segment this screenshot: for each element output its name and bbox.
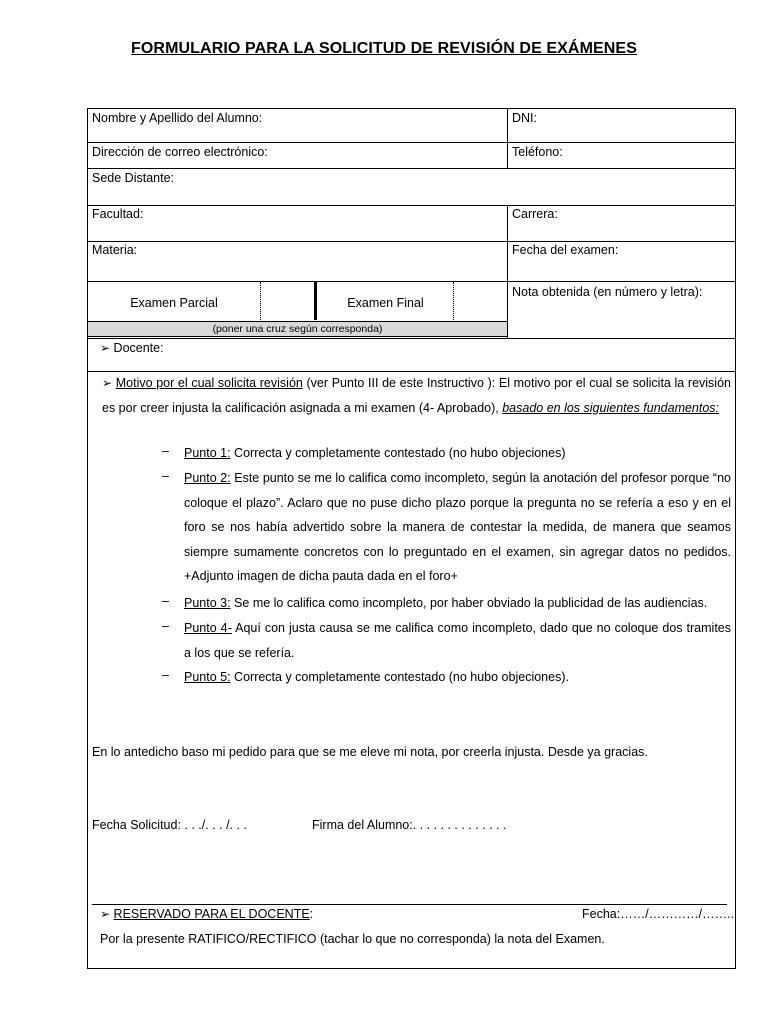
examen-divider	[314, 282, 317, 320]
telefono-label[interactable]: Teléfono:	[512, 145, 563, 159]
bullet-dash: –	[162, 594, 169, 608]
column-divider-bottom	[507, 206, 508, 339]
cruz-note: (poner una cruz según corresponda)	[88, 321, 507, 337]
docente-text: Docente:	[113, 341, 164, 355]
examen-parcial-checkbox[interactable]	[260, 282, 261, 320]
motivo-fundamentos: basado en los siguientes fundamentos:	[502, 400, 720, 415]
punto-3	[184, 591, 731, 616]
nombre-label[interactable]: Nombre y Apellido del Alumno:	[92, 111, 263, 125]
punto-2	[184, 466, 731, 589]
fecha-solicitud[interactable]: Fecha Solicitud: . . ./. . . /. . .	[92, 818, 247, 832]
reservado-label	[100, 907, 313, 921]
punto-4-label: Punto 4-	[184, 621, 232, 635]
reservado-text: RESERVADO PARA EL DOCENTE	[113, 907, 310, 921]
closing-text: En lo antedicho baso mi pedido para que se me eleve mi nota, por creerla injusta. Desde ya gracias.	[92, 745, 648, 759]
carrera-label[interactable]: Carrera:	[512, 207, 558, 221]
bullet-dash: –	[162, 444, 169, 458]
reserved-separator	[92, 904, 727, 905]
examen-final-label: Examen Final	[347, 296, 424, 310]
punto-3-text: Se me lo califica como incompleto, por haber obviado la publicidad de las audiencias.	[230, 596, 708, 610]
revision-form	[87, 108, 736, 969]
reservado-text-line: Por la presente RATIFICO/RECTIFICO (tachar lo que no corresponda) la nota del Examen.	[100, 932, 605, 946]
punto-4	[184, 616, 731, 665]
punto-1-text: Correcta y completamente contestado (no hubo objeciones)	[230, 446, 566, 460]
punto-1	[184, 441, 731, 466]
fecha-examen-label[interactable]: Fecha del examen:	[512, 243, 619, 257]
row-facultad	[88, 206, 735, 242]
punto-5-label: Punto 5:	[184, 670, 231, 684]
row-materia	[88, 242, 735, 282]
docente-label[interactable]	[100, 341, 164, 355]
punto-5-text: Correcta y completamente contestado (no hubo objeciones).	[230, 670, 569, 684]
punto-4-text: Aquí con justa causa se me califica como incompleto, dado que no coloque dos tramites a los que se refería.	[184, 621, 731, 660]
nota-label[interactable]: Nota obtenida (en número y letra):	[512, 285, 703, 299]
punto-3-label: Punto 3:	[184, 596, 231, 610]
column-divider-top	[507, 109, 508, 169]
bullet-dash: –	[162, 668, 169, 682]
dni-label[interactable]: DNI:	[512, 111, 537, 125]
correo-label[interactable]: Dirección de correo electrónico:	[92, 145, 268, 159]
page-title: FORMULARIO PARA LA SOLICITUD DE REVISIÓN DE EXÁMENES	[131, 40, 637, 57]
examen-final-checkbox[interactable]	[453, 282, 454, 320]
motivo-paragraph	[102, 371, 731, 420]
sede-label[interactable]: Sede Distante:	[92, 171, 174, 185]
row-docente	[88, 339, 735, 372]
bullet-dash: –	[162, 469, 169, 483]
arrow-icon: ➢	[102, 376, 113, 390]
punto-5	[184, 665, 731, 690]
row-sede	[88, 169, 735, 206]
punto-2-text: Este punto se me lo califica como incompleto, según la anotación del profesor porque “no coloque el plazo”. Aclaro que no puse dicho plazo porque la pregunta no se refería a eso y en el foro se nos había advertido sobre la manera de contestar la medida, de manera que seamos siempre sumamente concretos con lo preguntado en el examen, sin agregar datos no pedidos. +Adjunto imagen de dicha pauta dada en el foro+	[184, 471, 731, 583]
reservado-colon: :	[309, 907, 314, 921]
bullet-dash: –	[162, 619, 169, 633]
facultad-label[interactable]: Facultad:	[92, 207, 144, 221]
examen-parcial-label: Examen Parcial	[130, 296, 218, 310]
motivo-label: Motivo por el cual solicita revisión	[115, 376, 303, 390]
arrow-icon: ➢	[100, 341, 111, 355]
reservado-fecha[interactable]: Fecha:……/…………/……..	[582, 907, 735, 921]
firma-alumno[interactable]: Firma del Alumno:. . . . . . . . . . . . . .	[312, 818, 507, 832]
materia-label[interactable]: Materia:	[92, 243, 138, 257]
punto-2-label: Punto 2:	[184, 471, 231, 485]
arrow-icon: ➢	[100, 907, 111, 921]
punto-1-label: Punto 1:	[184, 446, 231, 460]
motivo-text: (ver Punto III de este Instructivo ): El motivo por el cual se solicita la revisión es por creer injusta la calificación asignada a mi examen (4- Aprobado),	[102, 376, 731, 415]
